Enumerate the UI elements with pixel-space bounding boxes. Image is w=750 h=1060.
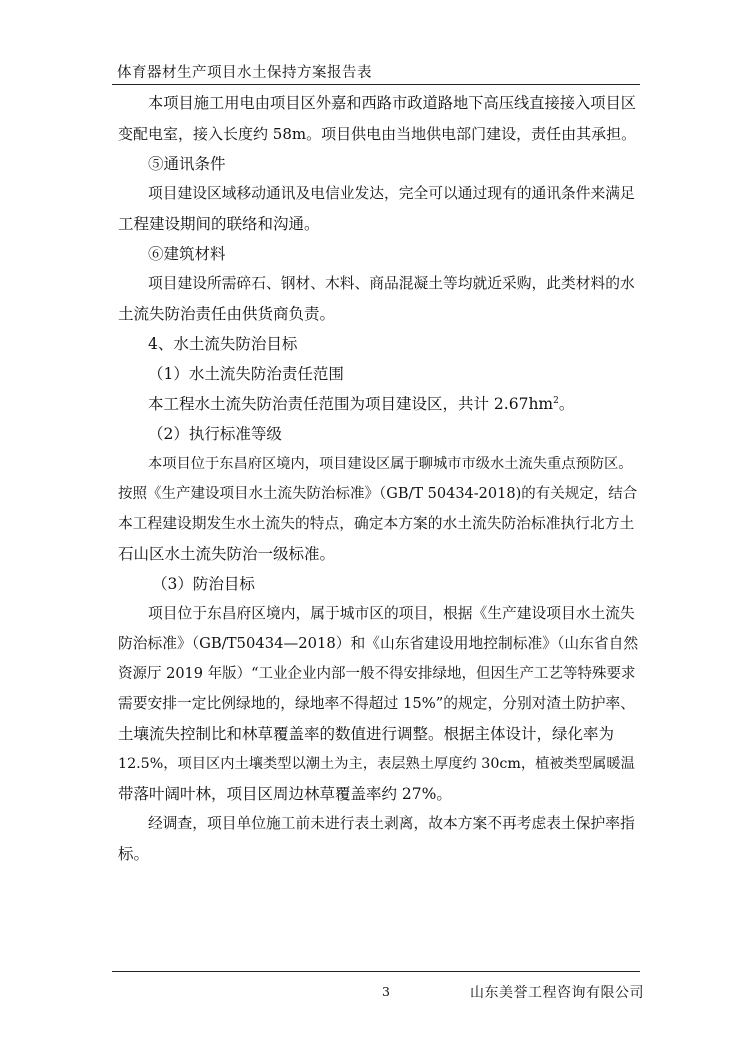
paragraph-line	[148, 394, 574, 414]
paragraph-line: 本工程建设期发生水土流失的特点，确定本方案的水土流失防治标准执行北方土	[118, 515, 635, 532]
paragraph-line: 带落叶阔叶林，项目区周边林草覆盖率约 27%。	[118, 785, 452, 803]
paragraph-line: 12.5%，项目区内土壤类型以潮土为主，表层熟土厚度约 30cm，植被类型属暖温	[118, 756, 635, 772]
paragraph-line: 经调查，项目单位施工前未进行表土剥离，故本方案不再考虑表土保护率指	[148, 815, 635, 832]
subsection-heading: （3）防治目标	[152, 575, 255, 593]
section-heading: ⑤通讯条件	[148, 155, 226, 173]
paragraph-line: 土壤流失控制比和林草覆盖率的数值进行调整。根据主体设计，绿化率为	[118, 725, 615, 743]
paragraph-line: 本项目施工用电由项目区外嘉和西路市政道路地下高压线直接接入项目区	[148, 94, 636, 112]
paragraph-line: 标。	[118, 845, 150, 863]
paragraph-line: 资源厅 2019 年版）“工业企业内部一般不得安排绿地，但因生产工艺等特殊要求	[118, 666, 636, 682]
area-text: 本工程水土流失防治责任范围为项目建设区，共计 2.67hm	[148, 395, 554, 413]
paragraph-line: 项目位于东昌府区境内，属于城市区的项目，根据《生产建设项目水土流失	[148, 605, 635, 622]
subsection-heading: （2）执行标准等级	[148, 425, 282, 443]
paragraph-line: 土流失防治责任由供货商负责。	[118, 305, 336, 323]
paragraph-line: 变配电室，接入长度约 58m。项目供电由当地供电部门建设，责任由其承担。	[118, 125, 637, 143]
subsection-heading: （1）水土流失防治责任范围	[148, 365, 344, 383]
paragraph-line: 防治标准》（GB/T50434—2018）和《山东省建设用地控制标准》（山东省自然	[118, 635, 639, 652]
footer-divider	[112, 971, 640, 972]
area-unit-superscript: 2	[553, 395, 559, 406]
paragraph-line: 本项目位于东昌府区境内，项目建设区属于聊城市市级水土流失重点预防区。	[148, 456, 633, 472]
paragraph-line: 石山区水土流失防治一级标准。	[118, 545, 336, 563]
sentence-end: 。	[558, 395, 575, 413]
section-heading: 4、水土流失防治目标	[148, 335, 298, 353]
paragraph-line: 工程建设期间的联络和沟通。	[118, 215, 320, 233]
paragraph-line: 按照《生产建设项目水土流失防治标准》（GB/T 50434-2018)的有关规定，结合	[118, 486, 638, 502]
page-number: 3	[382, 984, 390, 999]
paragraph-line: 需要安排一定比例绿地的，绿地率不得超过 15%”的规定，分别对渣土防护率、	[118, 695, 636, 712]
paragraph-line: 项目建设所需碎石、钢材、木料、商品混凝土等均就近采购，此类材料的水	[148, 275, 635, 292]
section-heading: ⑥建筑材料	[148, 245, 226, 263]
header-title: 体育器材生产项目水土保持方案报告表	[117, 65, 372, 81]
header-divider	[112, 84, 640, 85]
company-name: 山东美誉工程咨询有限公司	[470, 985, 644, 1001]
paragraph-line: 项目建设区域移动通讯及电信业发达，完全可以通过现有的通讯条件来满足	[148, 185, 635, 202]
